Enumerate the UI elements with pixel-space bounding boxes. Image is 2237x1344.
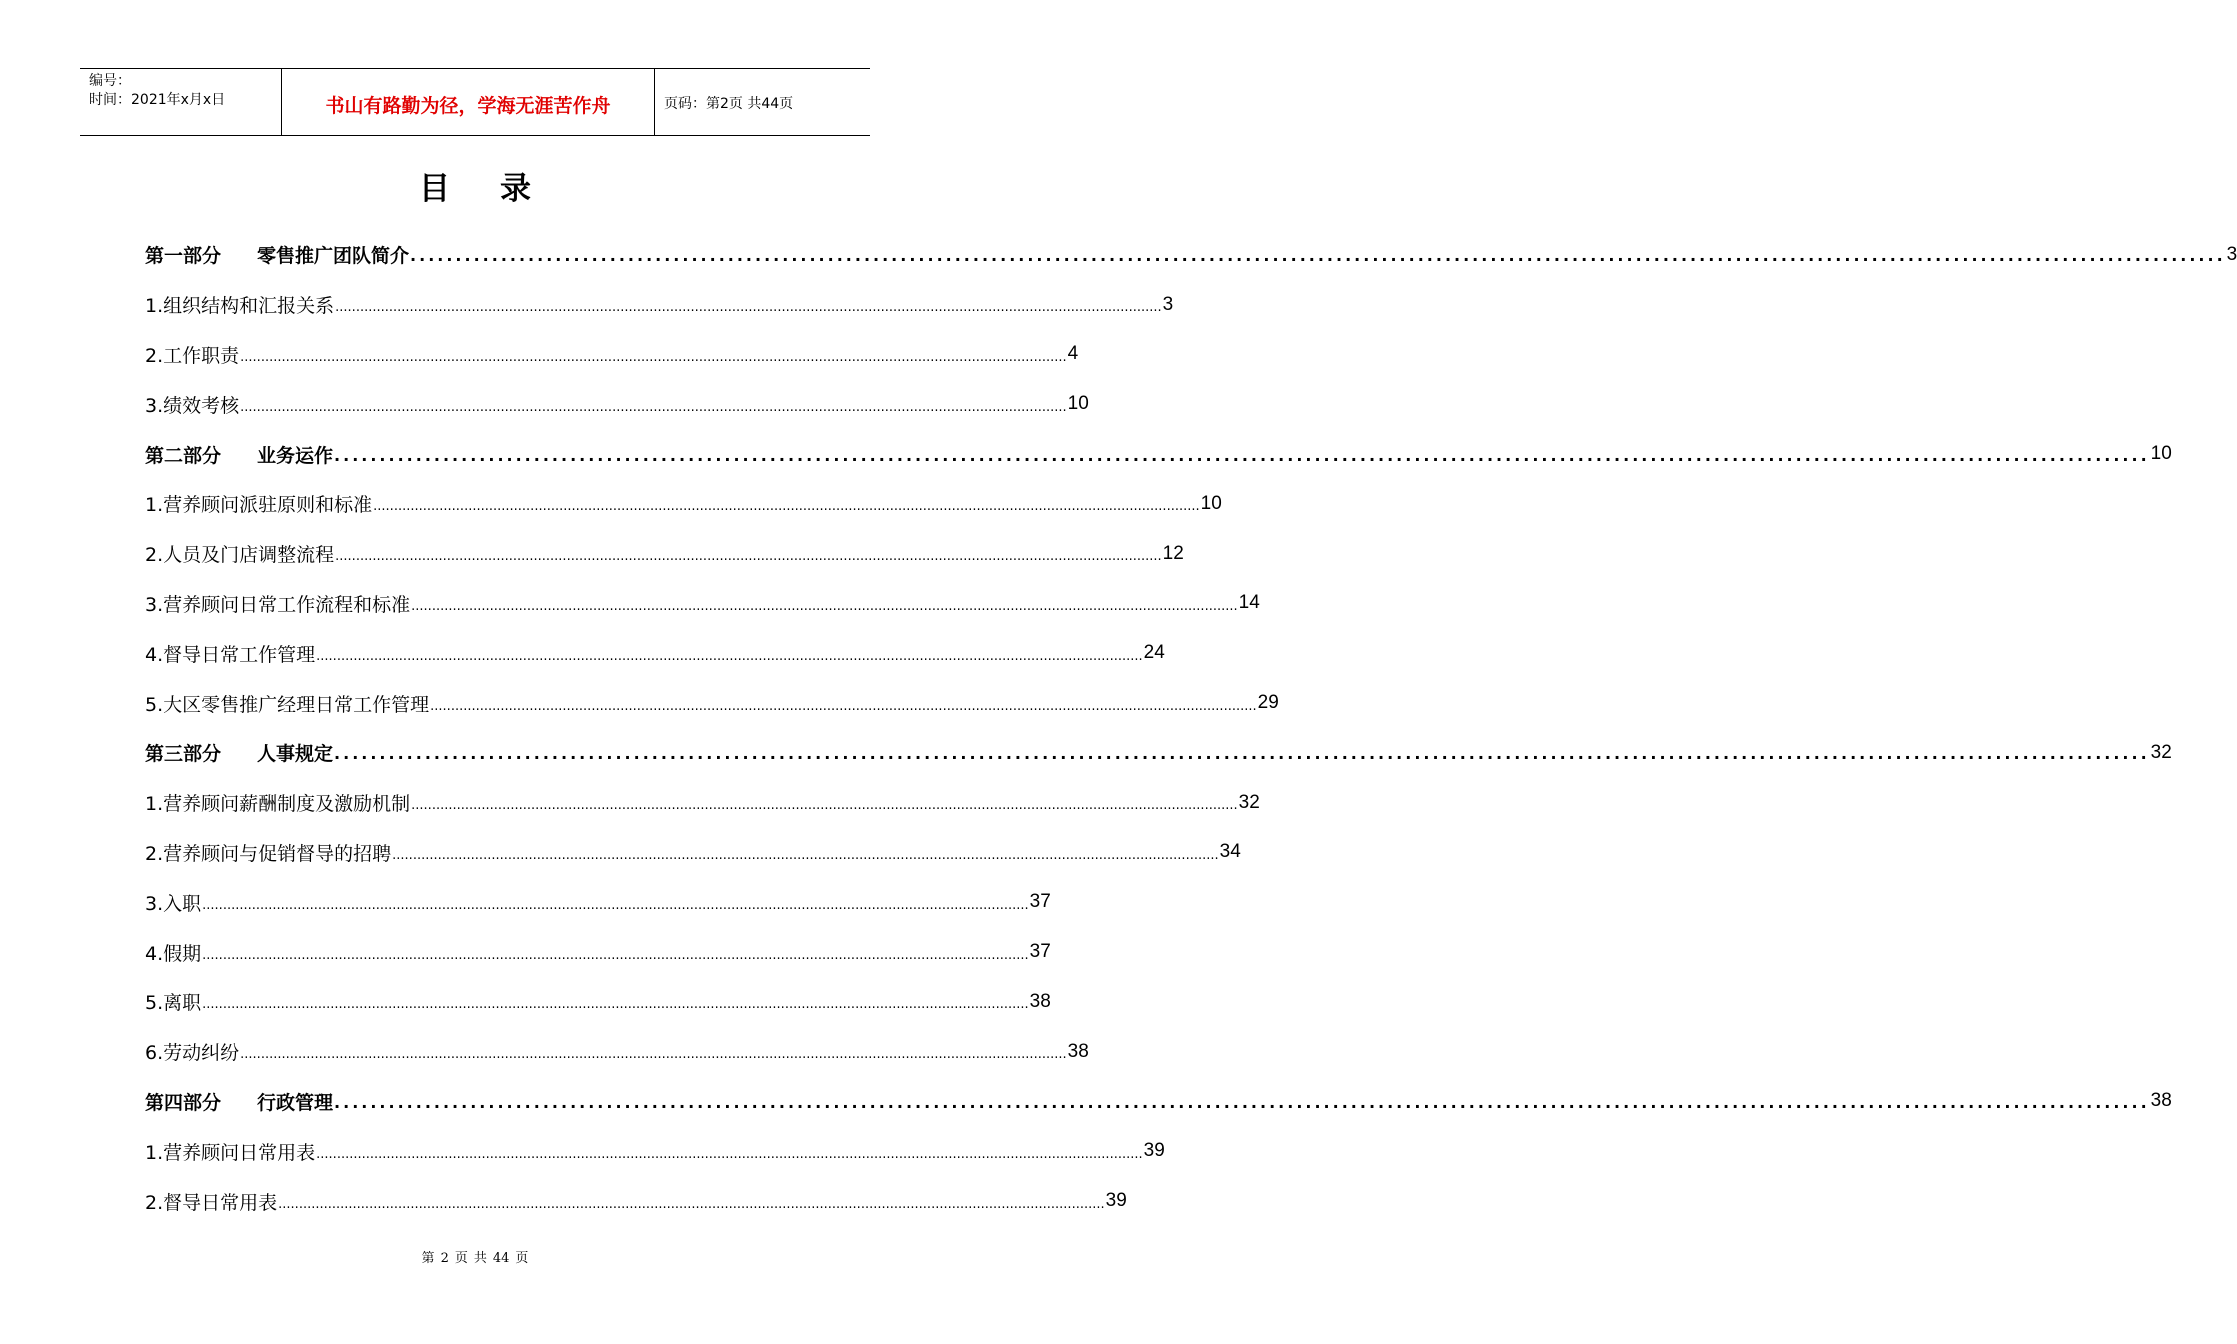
toc-dot-leader: ........................................................................................................................................................................................................: [335, 300, 1162, 316]
toc-entry-text: [145, 690, 429, 717]
document-number-label: 编号：: [89, 73, 131, 89]
toc-dot-leader: ........................................................................................................................................................................................................: [411, 798, 1238, 814]
toc-entry-title: 业务运作: [257, 444, 334, 467]
toc-entry-title: 大区零售推广经理日常工作管理: [163, 693, 430, 716]
toc-dot-leader: ........................................................................................................................................................................................................: [334, 1092, 2150, 1112]
toc-entry-label: 2.: [145, 1191, 164, 1214]
toc-entry[interactable]: [145, 280, 1174, 330]
toc-entry-text: [145, 590, 410, 617]
toc-part-entry[interactable]: [145, 1077, 2172, 1127]
toc-entry[interactable]: [145, 877, 1051, 927]
toc-entry-title: 营养顾问日常工作流程和标准: [163, 593, 411, 616]
toc-dot-leader: ........................................................................................................................................................................................................: [278, 1196, 1105, 1212]
toc-page-number: 12: [1162, 542, 1184, 564]
toc-entry[interactable]: [145, 330, 1079, 380]
toc-dot-leader: ........................................................................................................................................................................................................: [373, 499, 1200, 515]
toc-entry-text: [145, 441, 333, 468]
document-time: 时间：2021年x月x日: [89, 92, 226, 108]
toc-entry[interactable]: [145, 479, 1222, 529]
toc-page-number: 10: [1200, 492, 1222, 514]
toc-dot-leader: ........................................................................................................................................................................................................: [240, 1047, 1067, 1063]
toc-entry-label: 2.: [145, 544, 164, 567]
toc-dot-leader: ........................................................................................................................................................................................................: [202, 897, 1029, 913]
toc-page-number: 3: [2226, 243, 2237, 265]
toc-entry-text: [145, 889, 201, 916]
toc-entry-label: 3.: [145, 593, 164, 616]
toc-entry[interactable]: [145, 977, 1051, 1027]
toc-page-number: 34: [1219, 841, 1241, 863]
toc-entry-text: [145, 391, 239, 418]
toc-entry-title: 假期: [163, 942, 202, 965]
toc-dot-leader: ........................................................................................................................................................................................................: [335, 549, 1162, 565]
toc-entry-text: [145, 939, 201, 966]
toc-part-entry[interactable]: [145, 429, 2172, 479]
toc-page-number: 10: [1067, 393, 1089, 415]
toc-entry-text: [145, 739, 333, 766]
toc-dot-leader: ........................................................................................................................................................................................................: [316, 1146, 1143, 1162]
toc-entry-title: 人员及门店调整流程: [163, 544, 335, 567]
toc-page-number: 10: [2150, 443, 2172, 465]
header-page-info: 页码：第2页 共44页: [664, 96, 794, 112]
toc-entry-text: [145, 789, 410, 816]
toc-entry-title: 营养顾问派驻原则和标准: [163, 494, 373, 517]
header-meta: [80, 69, 282, 135]
toc-entry-text: [145, 1038, 239, 1065]
toc-entry-text: [145, 988, 201, 1015]
toc-entry-text: [145, 341, 239, 368]
footer-total-pages: 44: [492, 1251, 510, 1266]
toc-page-number: 39: [1105, 1190, 1127, 1212]
header-motto: 书山有路勤为径，学海无涯苦作舟: [282, 69, 655, 135]
toc-dot-leader: ........................................................................................................................................................................................................: [240, 349, 1067, 365]
toc-entry[interactable]: [145, 1027, 1089, 1077]
toc-entry[interactable]: [145, 828, 1241, 878]
toc-entry-label: 2.: [145, 842, 164, 865]
toc-entry-label: 2.: [145, 344, 164, 367]
toc-entry[interactable]: [145, 579, 1260, 629]
toc-entry-title: 督导日常用表: [163, 1191, 278, 1214]
toc-entry-text: [145, 241, 409, 268]
toc-entry-title: 人事规定: [257, 743, 334, 766]
toc-entry-text: [145, 291, 334, 318]
toc-entry-title: 绩效考核: [163, 394, 240, 417]
toc-dot-leader: ........................................................................................................................................................................................................: [316, 648, 1143, 664]
toc-dot-leader: ........................................................................................................................................................................................................: [430, 698, 1257, 714]
page-header: [80, 68, 870, 136]
toc-page-number: 24: [1143, 642, 1165, 664]
toc-dot-leader: ........................................................................................................................................................................................................: [202, 997, 1029, 1013]
toc-dot-leader: ........................................................................................................................................................................................................: [334, 744, 2150, 764]
toc-entry-title: 工作职责: [163, 344, 240, 367]
toc-entry-title: 营养顾问日常用表: [163, 1141, 316, 1164]
toc-entry-text: [145, 1138, 315, 1165]
footer-prefix: 第: [421, 1251, 435, 1266]
toc-part-entry[interactable]: [145, 728, 2172, 778]
toc-entry-label: 第四部分: [145, 1091, 222, 1114]
toc-entry-label: 第三部分: [145, 743, 222, 766]
toc-entry[interactable]: [145, 379, 1089, 429]
toc-entry-label: 第一部分: [145, 245, 222, 268]
toc-page-number: 37: [1029, 891, 1051, 913]
footer-mid: 页: [454, 1251, 468, 1266]
toc-entry[interactable]: [145, 628, 1165, 678]
toc-entry[interactable]: [145, 529, 1184, 579]
toc-page-number: 4: [1067, 343, 1079, 365]
toc-entry-text: [145, 839, 391, 866]
toc-entry[interactable]: [145, 927, 1051, 977]
toc-page-number: 38: [1067, 1040, 1089, 1062]
table-of-contents: [145, 230, 2237, 1226]
toc-entry-label: 3.: [145, 892, 164, 915]
footer-total-prefix: 共: [473, 1251, 487, 1266]
toc-entry[interactable]: [145, 778, 1260, 828]
toc-entry-label: 3.: [145, 394, 164, 417]
toc-entry-title: 组织结构和汇报关系: [163, 295, 335, 318]
toc-entry-label: 1.: [145, 1141, 164, 1164]
toc-page-number: 29: [1257, 692, 1279, 714]
toc-entry-label: 第二部分: [145, 444, 222, 467]
toc-entry-title: 营养顾问与促销督导的招聘: [163, 842, 392, 865]
toc-entry-title: 劳动纠纷: [163, 1042, 240, 1065]
toc-entry-title: 零售推广团队简介: [257, 245, 410, 268]
toc-dot-leader: ........................................................................................................................................................................................................: [240, 399, 1067, 415]
toc-page-number: 38: [2150, 1090, 2172, 1112]
toc-entry[interactable]: [145, 678, 1279, 728]
footer-current-page: 2: [440, 1251, 449, 1266]
toc-entry-title: 入职: [163, 892, 202, 915]
toc-entry-label: 5.: [145, 992, 164, 1015]
toc-page-number: 39: [1143, 1140, 1165, 1162]
toc-entry-text: [145, 540, 334, 567]
footer-suffix: 页: [515, 1251, 529, 1266]
toc-dot-leader: ........................................................................................................................................................................................................: [411, 598, 1238, 614]
page-footer: [0, 1247, 950, 1266]
toc-entry-text: [145, 1188, 277, 1215]
toc-page-number: 37: [1029, 941, 1051, 963]
toc-page-number: 38: [1029, 990, 1051, 1012]
toc-dot-leader: ........................................................................................................................................................................................................: [410, 246, 2226, 266]
toc-entry[interactable]: [145, 1126, 1165, 1176]
toc-entry-title: 行政管理: [257, 1091, 334, 1114]
toc-dot-leader: ........................................................................................................................................................................................................: [202, 947, 1029, 963]
toc-entry-label: 4.: [145, 643, 164, 666]
toc-dot-leader: ........................................................................................................................................................................................................: [392, 847, 1219, 863]
toc-entry-label: 1.: [145, 793, 164, 816]
toc-page-number: 14: [1238, 592, 1260, 614]
toc-entry-label: 5.: [145, 693, 164, 716]
toc-entry-label: 1.: [145, 494, 164, 517]
toc-entry-label: 6.: [145, 1042, 164, 1065]
toc-page-number: 3: [1162, 293, 1174, 315]
page-title: 目录: [419, 171, 581, 207]
toc-entry-title: 营养顾问薪酬制度及激励机制: [163, 793, 411, 816]
toc-part-entry[interactable]: [145, 230, 2237, 280]
toc-page-number: 32: [2150, 741, 2172, 763]
toc-entry-title: 离职: [163, 992, 202, 1015]
toc-page-number: 32: [1238, 791, 1260, 813]
toc-entry-title: 督导日常工作管理: [163, 643, 316, 666]
toc-entry-text: [145, 640, 315, 667]
toc-entry-label: 1.: [145, 295, 164, 318]
toc-entry-label: 4.: [145, 942, 164, 965]
toc-dot-leader: ........................................................................................................................................................................................................: [334, 445, 2150, 465]
toc-entry-text: [145, 490, 372, 517]
toc-entry-text: [145, 1088, 333, 1115]
toc-entry[interactable]: [145, 1176, 1127, 1226]
